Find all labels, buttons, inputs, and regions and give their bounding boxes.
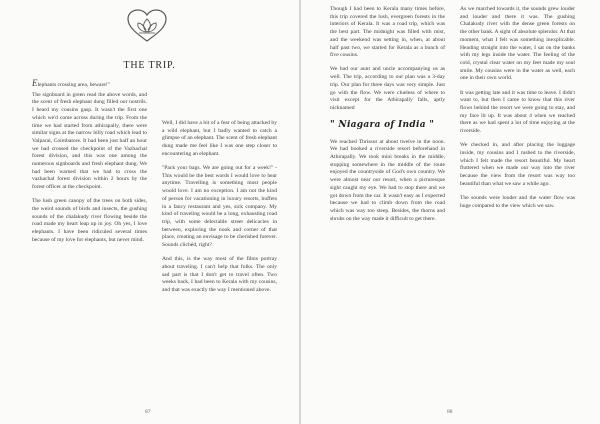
paragraph: It was getting late and it was time to leave. I didn't want to, but then I came to know that this river flows behind the resort we were going to stay, and my face lit up. It was about 4 when we reached there as we had spent a lot of time enjoying at the riverside. [460, 89, 575, 135]
drop-cap: E [32, 78, 38, 88]
paragraph: As we marched towards it, the sounds grew louder and louder and there it was. The gushing Chalakudy river with the dense green forests on the other bank. A sight of absolute splendor. At that moment, what I felt was something inexplicable. Heading straight into the water, I sat on the banks with my legs inside the water. The feeling of the cold, crystal clear water on my feet made my soul smile. My cousins were in the water as well, each one in their own world. [460, 6, 575, 82]
paragraph: We checked in, and after placing the luggage inside, my cousins and I rushed to the riverside, which I felt made the resort beautiful. My heart fluttered when we made our way into the river because the view from the resort was way too beautiful than what we saw a while ago. [460, 142, 575, 187]
paragraph: The lush green canopy of the trees on both sides, the weird sounds of birds and insects, the gushing sounds of the chalakudy river flowing beside the road made my heart leap up in joy. Oh yes, I love elephants. I have been ridiculed several times because of my love for elephants, but never mind. [32, 198, 147, 243]
right-column-2 [460, 6, 575, 217]
paragraph: And this, is the way most of the films portray about traveling. I can't help that folks. The only sad part is that I don't get to travel often. Two weeks back, I had been to Kerala with my cousins, and that was exactly the way I mentioned above. [162, 256, 277, 294]
paragraph: The sounds were louder and the water flow was huge compared to the view which we saw. [460, 194, 575, 209]
opening-paragraph: Elephants crossing area, beware!" [32, 78, 110, 88]
lotus-heart-icon [124, 8, 170, 44]
paragraph: Though I had been to Kerala many times before, this trip covered the lush, evergreen forests in the interiors of Kerala. It was a road trip, which was the best part. The midnight was filled with mist, and the weekend was setting in, when, at about half past two, we started for Kerala as a bunch of five cousins. [330, 6, 445, 59]
paragraph: We had our aunt and uncle accompanying us as well. The trip, according to our plan was a 3-day trip. Our plan for three days was very simple. Just go with the flow. We were clueless of where to visit except for the Athirapally falls, aptly nicknamed [330, 66, 445, 111]
chapter-title: THE TRIP. [123, 60, 176, 71]
page-number: 88 [447, 409, 453, 415]
left-page [0, 0, 299, 424]
paragraph: We reached Thrissur at about twelve in the noon. We had booked a riverside resort beforehand in Athirapally. We took mini breaks in the middle, stopping somewhere in the middle of the route enjoyed the countryside of God's own country. We were almost near our resort, when a picturesque sight caught my eye. We had to stop there and we got down from the car. It wasn't easy as I expected because we had to climb down from the road which was way too steep. Besides, the thorns and shrubs on the way made it difficult to get there. [330, 138, 445, 222]
pull-quote: " Niagara of India " [330, 119, 435, 130]
left-column-2 [162, 120, 277, 301]
paragraph: Well, I did have a bit of a fear of being attacked by a wild elephant, but I badly wanted to catch a glimpse of an elephant. The scent of fresh elephant dung made me feel like I was one step closer to encountering an elephant. [162, 120, 277, 157]
right-page [301, 0, 600, 424]
left-column-1 [32, 80, 147, 251]
page-number: 87 [145, 409, 151, 415]
right-column-1 [330, 6, 445, 230]
paragraph: The signboard in green read the above words, and the scent of fresh elephant dung filled our nostrils. I heard my cousins gasp. It wasn't the first one which we'd come across during the trip. From the time we had started from athirapally, there were similar signs at the narrow hilly road which lead to Valparai, Coimbatore. It had been just half an hour we had crossed the checkpoint of the Vazhachal forest division, and this was one among the numerous signboards and fresh elephant dung. We had been warned that we had to cross the vazhachal forest division within 2 hours by the forest officer at the checkpoint. [32, 91, 147, 191]
paragraph: "Pack your bags. We are going out for a week!" - This would be the best words I would love to hear anytime. Travelling is something most people would love. I am no exception. I am not the kind of person for vacationing in luxury resorts, buffets in a fancy restaurant and yes, sick company. My kind of traveling would be a long, exhausting road trip, with some delectable street delicacies in between, exploring the nook and corner of that place, creating an envisage to be cherished forever. Sounds clichéd, right? [162, 165, 277, 249]
